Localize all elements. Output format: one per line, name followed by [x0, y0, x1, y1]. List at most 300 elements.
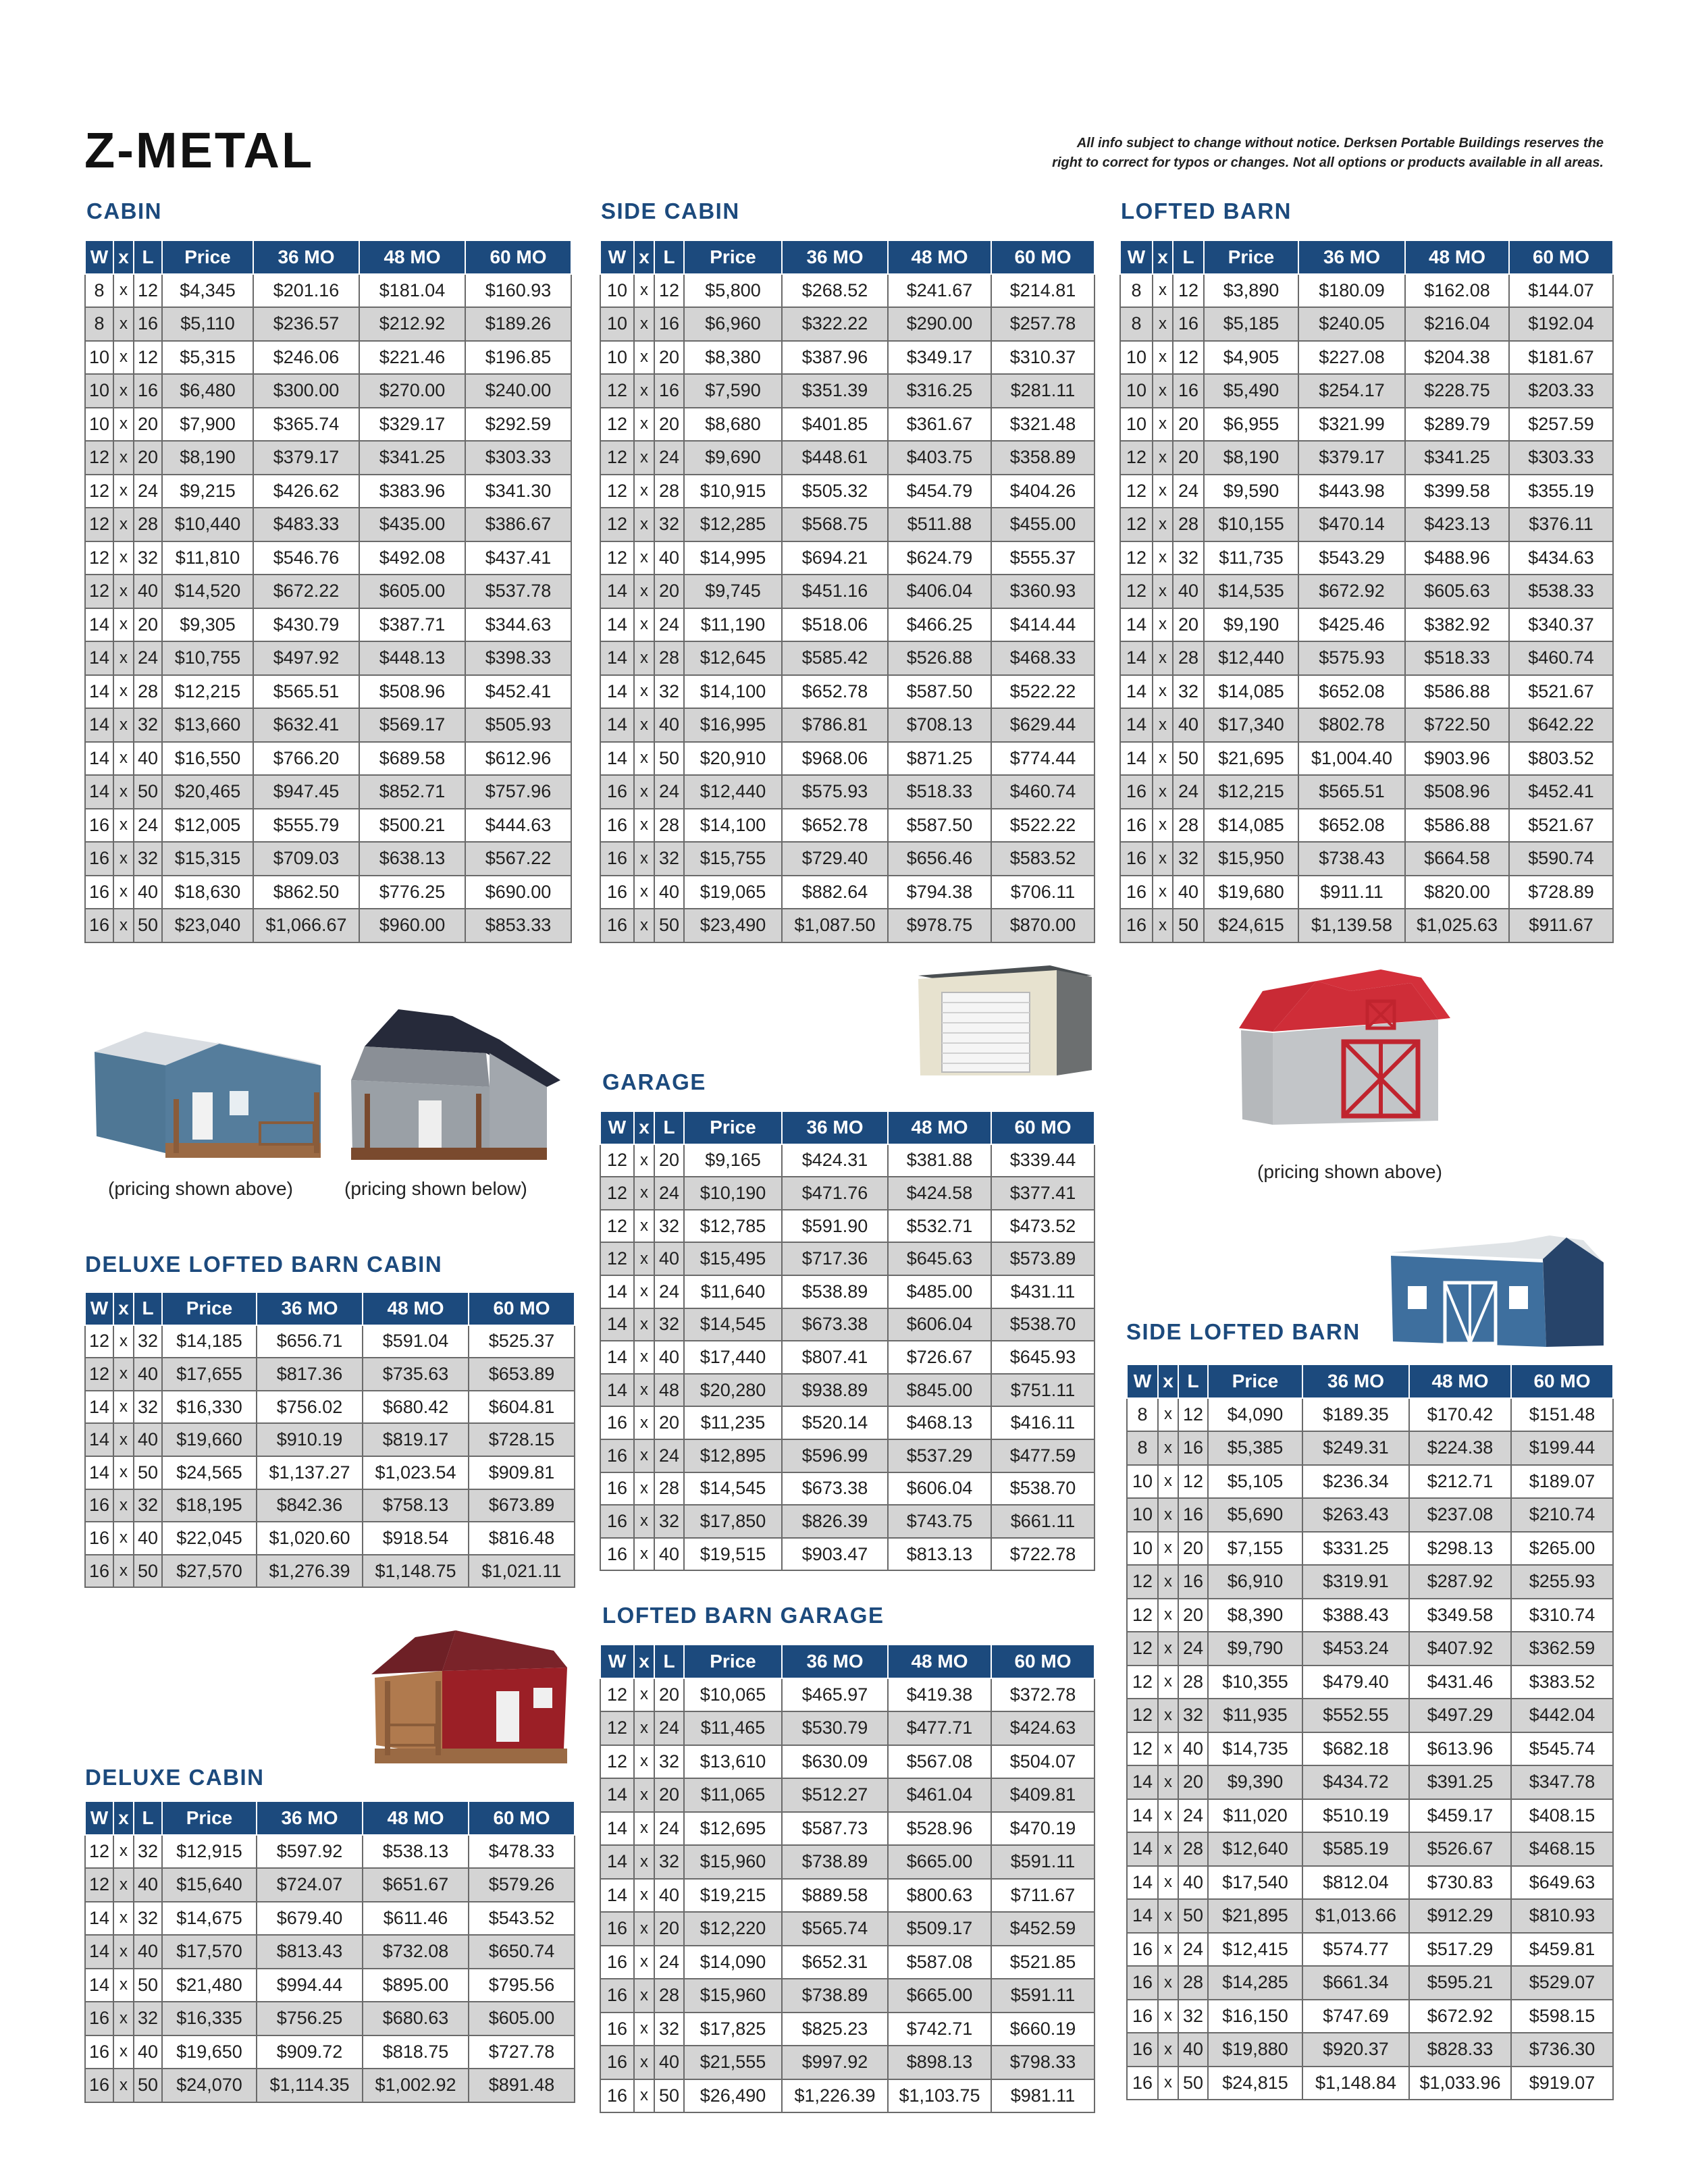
table-cell: $727.78 [469, 2035, 575, 2069]
table-cell: $11,020 [1208, 1799, 1302, 1833]
table-row [85, 1555, 575, 1588]
table-cell: $16,335 [162, 2002, 257, 2035]
table-cell: $477.71 [888, 1711, 991, 1745]
table-cell: $642.22 [1509, 708, 1613, 742]
table-cell: $12,005 [162, 809, 253, 843]
price-table-deluxe-cabin [84, 1801, 575, 2103]
section-title-lofted-barn-garage: LOFTED BARN GARAGE [602, 1603, 885, 1628]
table-cell: $596.99 [782, 1439, 888, 1472]
table-cell: $379.17 [1298, 441, 1405, 475]
table-cell: $478.33 [469, 1835, 575, 1869]
table-cell: x [1158, 1933, 1178, 1967]
table-cell: $579.26 [469, 1868, 575, 1902]
table-cell: x [113, 508, 134, 541]
table-cell: $656.71 [257, 1325, 363, 1358]
table-cell: $852.71 [359, 775, 465, 809]
table-cell: $11,640 [684, 1275, 782, 1308]
table-cell: x [634, 341, 654, 375]
header-60-mo: 60 MO [991, 1111, 1094, 1144]
table-cell: 32 [134, 1489, 162, 1522]
table-cell: 28 [1173, 809, 1204, 843]
table-cell: x [113, 775, 134, 809]
table-cell: $597.92 [257, 1835, 363, 1869]
table-cell: $10,755 [162, 641, 253, 675]
table-cell: 12 [134, 341, 162, 375]
table-row [1127, 1599, 1613, 1632]
table-row [1120, 508, 1613, 541]
table-cell: $23,490 [684, 909, 782, 942]
table-cell: $236.34 [1302, 1465, 1409, 1499]
table-cell: 20 [1173, 441, 1204, 475]
table-cell: $606.04 [888, 1472, 991, 1506]
table-cell: $224.38 [1409, 1431, 1511, 1465]
table-cell: x [634, 876, 654, 909]
disclaimer [861, 134, 1604, 173]
table-cell: 14 [85, 708, 113, 742]
table-cell: $5,800 [684, 274, 782, 308]
table-row [600, 2046, 1094, 2079]
table-row [600, 708, 1094, 742]
table-cell: $16,550 [162, 742, 253, 776]
table-cell: x [634, 1144, 654, 1177]
table-cell: 12 [600, 475, 634, 508]
table-cell: x [113, 2069, 134, 2102]
table-cell: $479.40 [1302, 1666, 1409, 1699]
table-cell: x [1158, 1532, 1178, 1566]
table-row [1127, 1465, 1613, 1499]
table-cell: $199.44 [1511, 1431, 1613, 1465]
table-cell: $1,013.66 [1302, 1899, 1409, 1933]
table-cell: x [1153, 742, 1173, 776]
table-cell: $361.67 [888, 408, 991, 442]
table-row [85, 1935, 575, 1969]
table-cell: $5,185 [1204, 307, 1298, 341]
table-row [600, 341, 1094, 375]
table-cell: x [634, 1439, 654, 1472]
table-cell: $372.78 [991, 1678, 1094, 1712]
table-cell: 12 [1120, 441, 1153, 475]
table-row [1120, 842, 1613, 876]
table-cell: 16 [85, 1522, 113, 1555]
table-cell: $468.13 [888, 1406, 991, 1439]
table-cell: 24 [654, 775, 684, 809]
table-row [1120, 441, 1613, 475]
table-cell: 28 [1173, 508, 1204, 541]
table-cell: $16,150 [1208, 2000, 1302, 2033]
table-cell: 14 [600, 641, 634, 675]
table-cell: $517.29 [1409, 1933, 1511, 1967]
table-cell: $12,895 [684, 1439, 782, 1472]
table-row [1127, 1699, 1613, 1732]
table-cell: $362.59 [1511, 1632, 1613, 1666]
table-cell: $802.78 [1298, 708, 1405, 742]
table-cell: $310.37 [991, 341, 1094, 375]
table-cell: $15,960 [684, 1979, 782, 2013]
table-cell: $316.25 [888, 374, 991, 408]
table-cell: 20 [134, 608, 162, 642]
table-cell: $732.08 [363, 1935, 469, 1969]
table-cell: $377.41 [991, 1177, 1094, 1210]
table-cell: x [1153, 641, 1173, 675]
table-row [85, 1522, 575, 1555]
table-cell: $673.89 [469, 1489, 575, 1522]
table-cell: $819.17 [363, 1423, 469, 1456]
table-cell: x [634, 541, 654, 575]
table-cell: 16 [85, 909, 113, 942]
price-table-garage [600, 1111, 1095, 1571]
table-cell: $511.88 [888, 508, 991, 541]
table-cell: $468.15 [1511, 1832, 1613, 1866]
table-cell: $6,960 [684, 307, 782, 341]
table-cell: 14 [600, 708, 634, 742]
table-cell: $538.89 [782, 1275, 888, 1308]
table-cell: $460.74 [991, 775, 1094, 809]
table-cell: $254.17 [1298, 374, 1405, 408]
table-cell: x [1158, 1699, 1178, 1732]
table-cell: $448.13 [359, 641, 465, 675]
table-cell: $645.93 [991, 1341, 1094, 1374]
lofted-barn-cabin-photo [344, 999, 564, 1165]
table-cell: 12 [1120, 541, 1153, 575]
table-cell: $569.17 [359, 708, 465, 742]
table-cell: $196.85 [465, 341, 571, 375]
table-cell: $236.57 [253, 307, 359, 341]
table-cell: $387.96 [782, 341, 888, 375]
table-cell: x [634, 608, 654, 642]
table-cell: $300.00 [253, 374, 359, 408]
price-table-side-cabin [600, 240, 1095, 943]
table-cell: 32 [134, 842, 162, 876]
table-row [85, 1835, 575, 1869]
table-cell: x [634, 742, 654, 776]
header-price: Price [1204, 240, 1298, 274]
table-cell: x [634, 408, 654, 442]
table-row [600, 1406, 1094, 1439]
table-row [85, 1868, 575, 1902]
header-60-mo: 60 MO [469, 1292, 575, 1325]
table-cell: 50 [134, 2069, 162, 2102]
table-cell: $459.17 [1409, 1799, 1511, 1833]
table-cell: $263.43 [1302, 1498, 1409, 1532]
table-cell: 12 [600, 508, 634, 541]
table-row [600, 641, 1094, 675]
table-cell: $518.33 [888, 775, 991, 809]
table-cell: 20 [654, 1406, 684, 1439]
table-row [1127, 1899, 1613, 1933]
table-cell: x [1153, 341, 1173, 375]
table-cell: 14 [600, 608, 634, 642]
table-cell: 14 [85, 742, 113, 776]
table-cell: $5,690 [1208, 1498, 1302, 1532]
table-cell: $15,640 [162, 1868, 257, 1902]
table-cell: $14,085 [1204, 809, 1298, 843]
table-cell: 40 [134, 1868, 162, 1902]
table-row [85, 641, 571, 675]
table-cell: $160.93 [465, 274, 571, 308]
table-cell: $5,385 [1208, 1431, 1302, 1465]
table-cell: $383.96 [359, 475, 465, 508]
table-cell: 14 [600, 1275, 634, 1308]
table-cell: 32 [654, 1845, 684, 1879]
table-cell: $12,695 [684, 1812, 782, 1846]
table-cell: $151.48 [1511, 1398, 1613, 1432]
table-cell: $452.41 [1509, 775, 1613, 809]
table-row [1127, 1832, 1613, 1866]
table-cell: $629.44 [991, 708, 1094, 742]
table-cell: $532.71 [888, 1210, 991, 1243]
table-cell: $853.33 [465, 909, 571, 942]
table-cell: $680.63 [363, 2002, 469, 2035]
table-cell: $575.93 [1298, 641, 1405, 675]
table-cell: $203.33 [1509, 374, 1613, 408]
table-cell: 20 [1178, 1532, 1208, 1566]
table-row [85, 541, 571, 575]
table-cell: $546.76 [253, 541, 359, 575]
table-cell: x [113, 341, 134, 375]
table-row [600, 1912, 1094, 1946]
table-cell: $895.00 [363, 1969, 469, 2002]
table-cell: 40 [134, 742, 162, 776]
table-cell: x [113, 742, 134, 776]
header-l: L [654, 1645, 684, 1678]
table-cell: $310.74 [1511, 1599, 1613, 1632]
table-row [1127, 1666, 1613, 1699]
table-row [85, 2035, 575, 2069]
table-cell: 24 [1178, 1933, 1208, 1967]
table-cell: 40 [134, 1522, 162, 1555]
table-cell: 32 [1173, 541, 1204, 575]
table-row [1120, 809, 1613, 843]
table-cell: 10 [600, 274, 634, 308]
table-cell: $13,610 [684, 1745, 782, 1779]
table-cell: x [113, 641, 134, 675]
table-cell: $591.90 [782, 1210, 888, 1243]
table-cell: x [1153, 408, 1173, 442]
table-row [1127, 1431, 1613, 1465]
table-cell: x [634, 1778, 654, 1812]
table-row [600, 1144, 1094, 1177]
table-cell: $722.50 [1405, 708, 1509, 742]
table-cell: $583.52 [991, 842, 1094, 876]
header-60-mo: 60 MO [991, 1645, 1094, 1678]
header-price: Price [162, 1292, 257, 1325]
header-36-mo: 36 MO [782, 240, 888, 274]
table-cell: $14,520 [162, 575, 253, 608]
table-cell: x [1158, 1966, 1178, 2000]
table-cell: 10 [1120, 341, 1153, 375]
table-cell: $505.93 [465, 708, 571, 742]
header-x: x [634, 1111, 654, 1144]
table-cell: 28 [1178, 1666, 1208, 1699]
table-cell: x [113, 374, 134, 408]
table-cell: $461.04 [888, 1778, 991, 1812]
table-cell: $15,315 [162, 842, 253, 876]
table-cell: $508.96 [1405, 775, 1509, 809]
table-cell: 40 [134, 1423, 162, 1456]
table-cell: 32 [1178, 1699, 1208, 1732]
table-cell: 50 [134, 909, 162, 942]
table-row [1120, 374, 1613, 408]
table-row [85, 2002, 575, 2035]
header-w: W [85, 1292, 113, 1325]
table-cell: 8 [1127, 1431, 1158, 1465]
table-cell: x [113, 1902, 134, 1936]
table-cell: $181.04 [359, 274, 465, 308]
table-cell: 12 [85, 1358, 113, 1391]
table-cell: $813.13 [888, 1538, 991, 1571]
table-cell: $978.75 [888, 909, 991, 942]
table-cell: $11,190 [684, 608, 782, 642]
table-cell: 40 [1178, 2033, 1208, 2067]
table-cell: 32 [134, 1835, 162, 1869]
table-cell: 8 [85, 274, 113, 308]
table-cell: $11,810 [162, 541, 253, 575]
table-cell: x [634, 1946, 654, 1979]
table-cell: $8,190 [1204, 441, 1298, 475]
table-cell: 20 [654, 1144, 684, 1177]
table-cell: $706.11 [991, 876, 1094, 909]
table-cell: x [113, 1868, 134, 1902]
table-cell: $14,100 [684, 809, 782, 843]
table-cell: x [634, 1912, 654, 1946]
table-cell: 12 [1120, 475, 1153, 508]
table-cell: $555.37 [991, 541, 1094, 575]
table-cell: $537.29 [888, 1439, 991, 1472]
table-cell: 20 [654, 575, 684, 608]
table-row [600, 1678, 1094, 1712]
table-cell: 12 [85, 441, 113, 475]
table-cell: $6,480 [162, 374, 253, 408]
side-lofted-barn-photo [1388, 1232, 1607, 1354]
header-48-mo: 48 MO [1405, 240, 1509, 274]
table-row [85, 1969, 575, 2002]
table-cell: 40 [654, 541, 684, 575]
table-cell: 40 [654, 708, 684, 742]
table-cell: 40 [654, 876, 684, 909]
table-cell: $911.11 [1298, 876, 1405, 909]
table-cell: $673.38 [782, 1472, 888, 1506]
table-cell: 16 [600, 2046, 634, 2079]
table-row [85, 775, 571, 809]
caption-pricing-above-cabin: (pricing shown above) [108, 1178, 293, 1199]
table-cell: 50 [1173, 909, 1204, 942]
table-cell: $358.89 [991, 441, 1094, 475]
table-cell: 40 [654, 2046, 684, 2079]
table-cell: $10,440 [162, 508, 253, 541]
table-cell: x [634, 2079, 654, 2113]
table-cell: 20 [1178, 1765, 1208, 1799]
table-row [1127, 1732, 1613, 1766]
table-cell: $485.00 [888, 1275, 991, 1308]
table-row [600, 1946, 1094, 1979]
table-cell: 24 [654, 1711, 684, 1745]
table-row [600, 1979, 1094, 2013]
table-cell: $452.59 [991, 1912, 1094, 1946]
table-cell: $17,540 [1208, 1866, 1302, 1900]
disclaimer-line-1: All info subject to change without notice. Derksen Portable Buildings reserves the [1076, 136, 1604, 151]
table-cell: $919.07 [1511, 2067, 1613, 2100]
header-36-mo: 36 MO [257, 1292, 363, 1325]
table-cell: $545.74 [1511, 1732, 1613, 1766]
table-cell: 16 [600, 1946, 634, 1979]
table-cell: $488.96 [1405, 541, 1509, 575]
table-cell: 16 [1127, 1966, 1158, 2000]
table-cell: $16,330 [162, 1391, 257, 1424]
table-cell: 10 [600, 307, 634, 341]
table-cell: $379.17 [253, 441, 359, 475]
table-cell: $426.62 [253, 475, 359, 508]
table-row [1120, 641, 1613, 675]
table-cell: $12,415 [1208, 1933, 1302, 1967]
table-cell: $162.08 [1405, 274, 1509, 308]
table-cell: $918.54 [363, 1522, 469, 1555]
table-cell: $828.33 [1409, 2033, 1511, 2067]
header-x: x [113, 1292, 134, 1325]
table-cell: x [113, 1835, 134, 1869]
table-cell: 32 [134, 708, 162, 742]
table-cell: 12 [600, 1242, 634, 1275]
table-cell: $401.85 [782, 408, 888, 442]
table-cell: $504.07 [991, 1745, 1094, 1779]
table-cell: $460.74 [1509, 641, 1613, 675]
table-cell: $255.93 [1511, 1565, 1613, 1599]
table-cell: $709.03 [253, 842, 359, 876]
header-l: L [1173, 240, 1204, 274]
table-cell: $800.63 [888, 1879, 991, 1913]
table-cell: $17,850 [684, 1505, 782, 1538]
table-cell: $470.14 [1298, 508, 1405, 541]
table-cell: $538.70 [991, 1308, 1094, 1341]
header-w: W [85, 240, 113, 274]
table-cell: $14,545 [684, 1472, 782, 1506]
table-cell: x [1153, 374, 1173, 408]
table-cell: 14 [600, 742, 634, 776]
table-cell: $17,655 [162, 1358, 257, 1391]
table-cell: 28 [134, 675, 162, 709]
table-cell: 32 [134, 1902, 162, 1936]
table-cell: 16 [1127, 2033, 1158, 2067]
table-cell: 32 [134, 541, 162, 575]
table-cell: $383.52 [1511, 1666, 1613, 1699]
header-price: Price [684, 1111, 782, 1144]
lofted-barn-photo [1236, 964, 1452, 1129]
table-cell: $818.75 [363, 2035, 469, 2069]
table-cell: $1,148.84 [1302, 2067, 1409, 2100]
table-cell: 16 [600, 1538, 634, 1571]
table-row [85, 408, 571, 442]
table-cell: 12 [600, 1177, 634, 1210]
table-row [1120, 909, 1613, 942]
table-cell: $24,565 [162, 1456, 257, 1489]
table-cell: $455.00 [991, 508, 1094, 541]
table-row [1120, 608, 1613, 642]
table-cell: $435.00 [359, 508, 465, 541]
table-cell: 12 [600, 374, 634, 408]
table-cell: x [634, 475, 654, 508]
table-cell: 16 [85, 809, 113, 843]
table-cell: 50 [1178, 1899, 1208, 1933]
table-cell: $537.78 [465, 575, 571, 608]
table-cell: 16 [134, 307, 162, 341]
table-cell: $376.11 [1509, 508, 1613, 541]
table-cell: x [634, 2046, 654, 2079]
table-cell: 32 [654, 675, 684, 709]
table-cell: $23,040 [162, 909, 253, 942]
price-table-lofted-barn [1119, 240, 1614, 943]
table-cell: 14 [85, 1423, 113, 1456]
table-cell: $19,065 [684, 876, 782, 909]
table-cell: $543.52 [469, 1902, 575, 1936]
